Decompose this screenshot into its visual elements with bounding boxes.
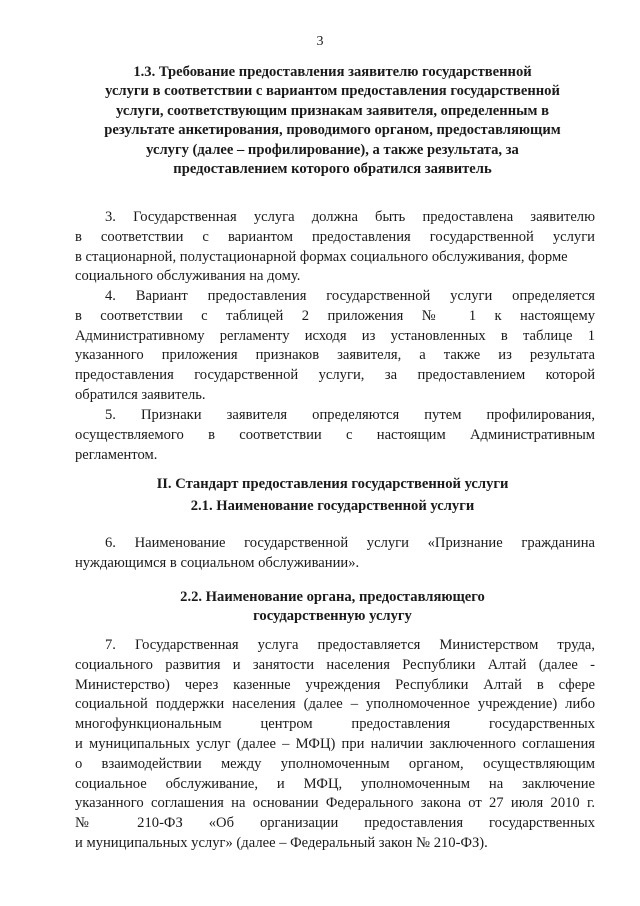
text-line: многофункциональным центром предоставления государственных [75, 716, 595, 733]
text-line: о взаимодействии между уполномоченным органом, осуществляющим [75, 755, 595, 772]
text-line: Министерство) через казенные учреждения Республики Алтай в сфере [75, 676, 595, 693]
text-line: нуждающимся в социальном обслуживании». [75, 554, 360, 571]
text-line: обратился заявитель. [75, 386, 206, 403]
paragraph-3 [75, 208, 595, 287]
paragraph-5 [75, 406, 595, 465]
text-line: 6. Наименование государственной услуги «Признание гражданина [105, 535, 595, 551]
section-heading-2-2 [80, 588, 585, 627]
heading-line: 2.2. Наименование органа, предоставляющего [180, 589, 485, 605]
text-line: в соответствии с вариантом предоставления государственной услуги [75, 228, 595, 245]
text-line: указанного соглашения на основании Федерального закона от 27 июля 2010 г. [75, 795, 595, 812]
heading-line: результате анкетирования, проводимого органом, предоставляющим [104, 122, 561, 139]
heading-line: услугу (далее – профилирование), а также результата, за [146, 141, 519, 158]
heading-line: государственную услугу [253, 608, 412, 625]
heading-line: предоставлением которого обратился заявитель [173, 161, 492, 178]
text-line: 7. Государственная услуга предоставляется Министерством труда, [105, 637, 595, 653]
heading-line: услуги, соответствующим признакам заявителя, определенным в [116, 102, 549, 119]
text-line: регламентом. [75, 446, 158, 463]
text-line: и муниципальных услуг (далее – МФЦ) при наличии заключенного соглашения [75, 735, 595, 752]
heading-line: 2.1. Наименование государственной услуги [190, 498, 475, 514]
paragraph-6 [75, 534, 595, 574]
heading-line: II. Стандарт предоставления государственной услуги [156, 476, 509, 492]
heading-line: услуги в соответствии с вариантом предоставления государственной [105, 83, 560, 100]
text-line: социального развития и занятости населения Республики Алтай (далее - [75, 656, 595, 673]
text-line: № 210-ФЗ «Об организации предоставления государственных [75, 815, 595, 832]
text-line: 3. Государственная услуга должна быть предоставлена заявителю [105, 209, 595, 225]
page-number: 3 [316, 34, 324, 49]
text-line: в стационарной, полустационарной формах социального обслуживания, форме [75, 248, 568, 265]
paragraph-7 [75, 636, 595, 854]
section-heading-1-3 [80, 63, 585, 179]
text-line: социальное обслуживание, и МФЦ, уполномоченным на заключение [75, 775, 595, 792]
text-line: 4. Вариант предоставления государственной услуги определяется [105, 288, 595, 304]
section-heading-2 [80, 475, 585, 494]
text-line: и муниципальных услуг» (далее – Федеральный закон № 210-ФЗ). [75, 834, 488, 851]
text-line: осуществляемого в соответствии с настоящим Административным [75, 426, 595, 443]
text-line: указанного приложения признаков заявителя, а также из результата [75, 347, 595, 364]
text-line: социального обслуживания на дому. [75, 268, 301, 285]
text-line: Административному регламенту исходя из установленных в таблице 1 [75, 327, 595, 344]
text-line: в соответствии с таблицей 2 приложения № 1 к настоящему [75, 307, 595, 324]
text-line: предоставления государственной услуги, за предоставлением которой [75, 367, 595, 384]
heading-line: 1.3. Требование предоставления заявителю государственной [133, 64, 532, 80]
paragraph-4 [75, 287, 595, 406]
text-line: 5. Признаки заявителя определяются путем профилирования, [105, 407, 595, 423]
text-line: социальной поддержки населения (далее – уполномоченное учреждение) либо [75, 696, 595, 713]
section-heading-2-1 [80, 497, 585, 516]
